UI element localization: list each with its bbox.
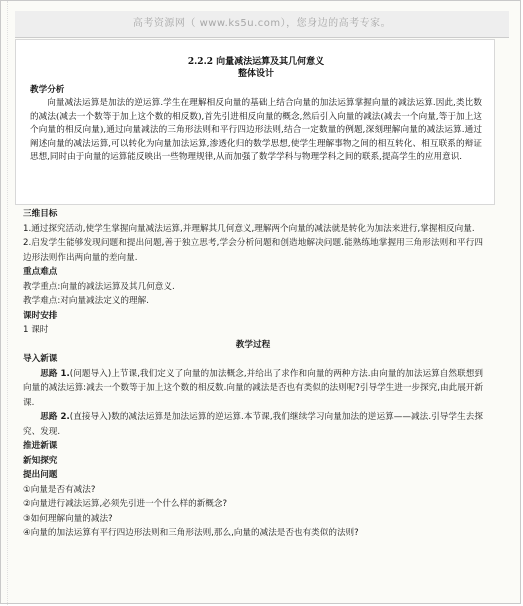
goal-item-2: 2.启发学生能够发现问题和提出问题,善于独立思考,学会分析问题和创造地解决问题.能熟练地掌握用三角形法则和平行四边形法则作出两向量的差向量.: [23, 238, 483, 263]
idea-1-text: (问题导入)上节课,我们定义了向量的加法概念,并给出了求作和向量的两种方法.由向量的加法运算自然联想到向量的减法运算:减去一个数等于加上这个数的相反数.向量的减法是否也有类似的法则呢?引导学生进一步探究,由此展开新课.: [23, 368, 483, 408]
goal-item-1: 1.通过探究活动,使学生掌握向量减法运算,并理解其几何意义,理解两个向量的减法就是转化为加法来进行,掌握相反向量.: [23, 223, 475, 234]
idea-1-paragraph: [23, 367, 483, 411]
section-subtitle: 整体设计: [237, 69, 274, 79]
goals-heading: 三维目标: [23, 209, 58, 219]
page-margin-guide: [1, 1, 8, 605]
intro-text-box: [15, 39, 495, 205]
idea-1-label: 思路 1.: [40, 368, 70, 379]
new-knowledge-heading: 新知探究: [23, 455, 58, 466]
teaching-analysis-heading: 教学分析: [30, 85, 65, 95]
intro-heading: 导入新课: [23, 354, 58, 364]
idea-2-text: (直接导入)数的减法运算是加法运算的逆运算.本节课,我们继续学习向量加法的逆运算——减法.引导学生去探究、发现.: [23, 412, 483, 437]
question-item: ①向量是否有减法?: [23, 484, 96, 495]
question-heading: 提出问题: [23, 470, 58, 480]
process-heading: 教学过程: [235, 339, 271, 350]
watermark-header: [15, 11, 509, 38]
explore-heading: 推进新课: [23, 441, 58, 451]
difficult-point-text: 教学难点:对向量减法定义的理解.: [23, 296, 149, 306]
key-points-heading: 重点难点: [23, 267, 58, 277]
idea-2-paragraph: [23, 410, 483, 439]
teaching-analysis-paragraph: 向量减法运算是加法的逆运算.学生在理解相反向量的基础上结合向量的加法运算掌握向量的减法运算.因此,类比数的减法(减去一个数等于加上这个数的相反数),首先引进相反向量的概念,然后引入向量的减法(减去一个向量,等于加上这个向量的相反向量),通过向量减法的三角形法则和平行四边形法则,结合一定数量的例题,深刻理解向量的减法运算.通过阐述向量的减法运算,可以转化为向量加法运算,渗透化归的数学思想,使学生理解事物之间的相互转化、相互联系的辩证思想,同时由于向量的运算能反映出一些物理规律,从而加强了数学学科与物理学科之间的联系,提高学生的应用意识.: [30, 98, 482, 162]
schedule-value: 1 课时: [23, 325, 49, 335]
schedule-heading: 课时安排: [23, 310, 58, 321]
question-item: ④向量的加法运算有平行四边形法则和三角形法则,那么,向量的减法是否也有类似的法则?: [23, 528, 359, 538]
question-item: ③如何理解向量的减法?: [23, 513, 113, 524]
watermark-text: 高考资源网（ www.ks5u.com），您身边的高考专家。: [132, 18, 392, 29]
section-title: 2.2.2 向量减法运算及其几何意义: [187, 57, 325, 67]
idea-2-label: 思路 2.: [40, 412, 70, 422]
key-point-text: 教学重点:向量的减法运算及其几何意义.: [23, 281, 175, 292]
document-body: [23, 207, 483, 541]
question-item: ②向量进行减法运算,必须先引进一个什么样的新概念?: [23, 499, 228, 509]
